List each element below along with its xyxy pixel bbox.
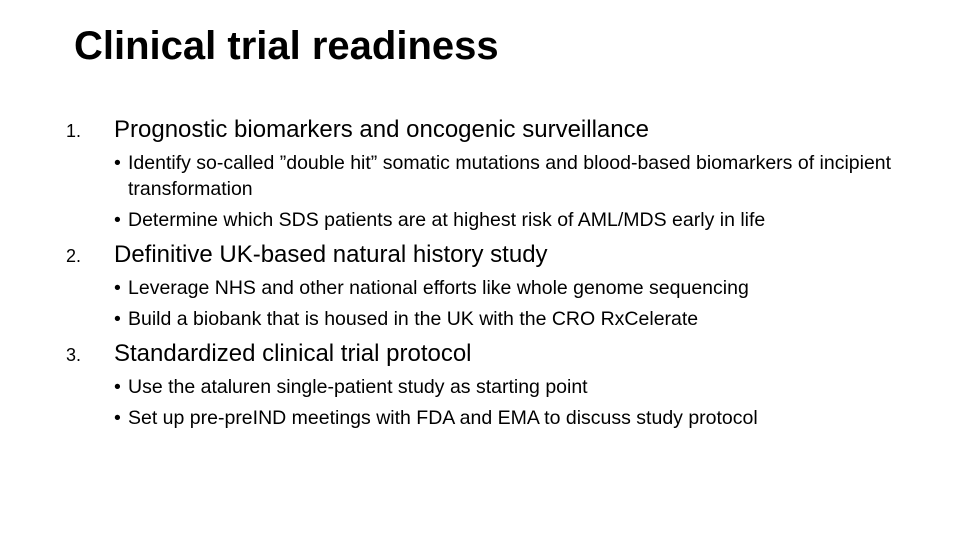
sub-list — [114, 150, 896, 233]
item-text: Definitive UK-based natural history study — [114, 241, 548, 268]
sub-item-text: Determine which SDS patients are at highest risk of AML/MDS early in life — [128, 209, 766, 231]
bullet-icon: • — [114, 152, 121, 174]
bullet-icon: • — [114, 209, 121, 231]
item-text: Standardized clinical trial protocol — [114, 340, 472, 367]
bullet-icon: • — [114, 308, 121, 330]
sub-item — [114, 150, 896, 202]
list-item-heading — [66, 340, 896, 369]
list-item-1 — [66, 116, 896, 233]
item-number: 2. — [66, 246, 82, 266]
list-item-heading — [66, 116, 896, 145]
sub-item — [114, 275, 896, 301]
sub-item-text: Set up pre-preIND meetings with FDA and EMA to discuss study protocol — [128, 407, 758, 429]
sub-item — [114, 207, 896, 233]
sub-list — [114, 374, 896, 431]
sub-item — [114, 405, 896, 431]
list-item-2 — [66, 241, 896, 332]
sub-item — [114, 374, 896, 400]
sub-item-text: Use the ataluren single-patient study as starting point — [128, 376, 588, 398]
list-item-heading — [66, 241, 896, 270]
slide-title: Clinical trial readiness — [74, 24, 499, 68]
list-item-3 — [66, 340, 896, 431]
sub-item — [114, 306, 896, 332]
sub-item-text: Identify so-called ”double hit” somatic mutations and blood-based biomarkers of incipient transformation — [128, 152, 892, 200]
sub-list — [114, 275, 896, 332]
item-text: Prognostic biomarkers and oncogenic surveillance — [114, 116, 649, 143]
bullet-icon: • — [114, 376, 121, 398]
bullet-icon: • — [114, 407, 121, 429]
numbered-list — [66, 116, 896, 431]
bullet-icon: • — [114, 277, 121, 299]
sub-item-text: Leverage NHS and other national efforts like whole genome sequencing — [128, 277, 749, 299]
item-number: 3. — [66, 345, 82, 365]
item-number: 1. — [66, 121, 82, 141]
sub-item-text: Build a biobank that is housed in the UK with the CRO RxCelerate — [128, 308, 699, 330]
